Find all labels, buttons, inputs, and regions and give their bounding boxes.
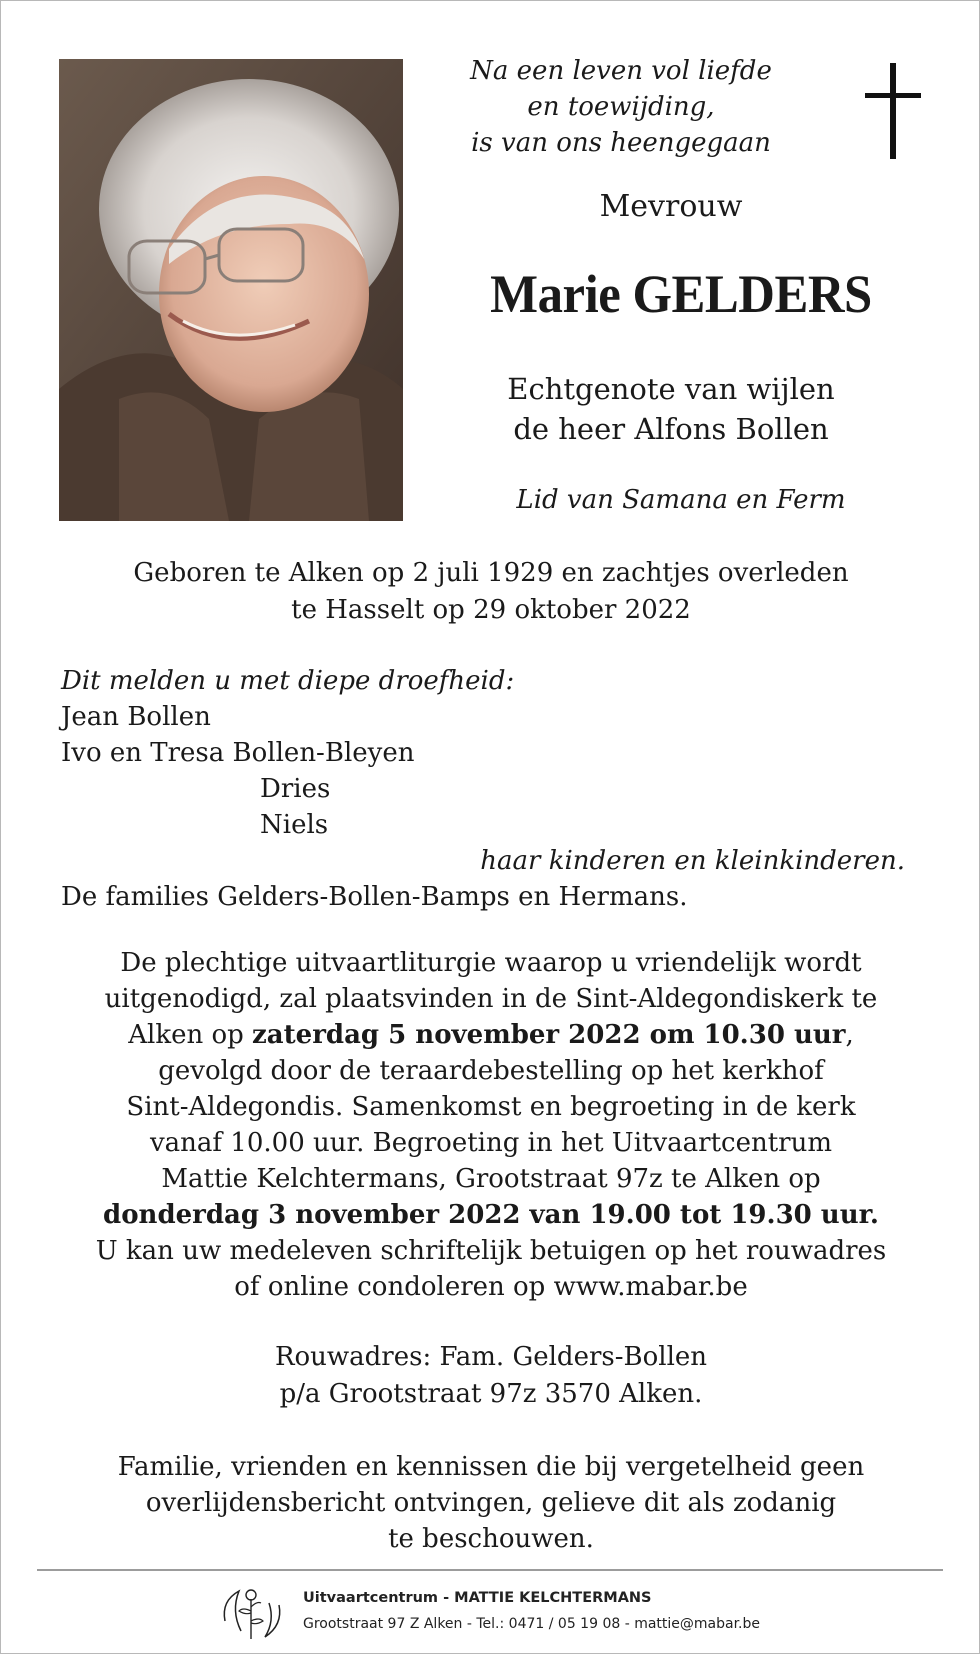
closing-line: Familie, vrienden en kennissen die bij vergetelheid geen — [117, 1452, 865, 1482]
funeral-info — [41, 945, 941, 1305]
birth-death-line: te Hasselt op 29 oktober 2022 — [291, 595, 691, 625]
funeral-text: , — [845, 1020, 854, 1050]
closing-line: te beschouwen. — [388, 1524, 594, 1554]
footer-company: Uitvaartcentrum - MATTIE KELCHTERMANS — [303, 1590, 652, 1606]
funeral-line: U kan uw medeleven schriftelijk betuigen op het rouwadres — [95, 1236, 887, 1266]
funeral-line: of online condoleren op www.mabar.be — [234, 1272, 748, 1302]
spouse-line: Echtgenote van wijlen — [507, 372, 835, 406]
footer-divider — [37, 1569, 943, 1571]
footer — [303, 1585, 943, 1637]
closing-line: overlijdensbericht ontvingen, gelieve dit als zodanig — [145, 1488, 837, 1518]
intro-line: is van ons heengegaan — [471, 128, 771, 158]
funeral-line: uitgenodigd, zal plaatsvinden in de Sint-Aldegondiskerk te — [104, 984, 878, 1014]
intro-text — [441, 53, 801, 161]
announcement — [61, 663, 941, 915]
birth-death-line: Geboren te Alken op 2 juli 1929 en zachtjes overleden — [133, 558, 849, 588]
flower-logo-icon — [217, 1581, 287, 1645]
mourning-address — [41, 1339, 941, 1413]
portrait-photo — [59, 59, 403, 521]
honorific: Mevrouw — [599, 189, 743, 224]
birth-death-info — [41, 555, 941, 629]
funeral-line: Mattie Kelchtermans, Grootstraat 97z te Alken op — [161, 1164, 821, 1194]
funeral-text: Alken op — [128, 1020, 253, 1050]
families-line: De families Gelders-Bollen-Bamps en Hermans. — [61, 882, 688, 912]
address-line: p/a Grootstraat 97z 3570 Alken. — [279, 1379, 703, 1409]
child-name: Jean Bollen — [61, 702, 211, 732]
address-line: Rouwadres: Fam. Gelders-Bollen — [274, 1342, 708, 1372]
funeral-line — [41, 1017, 941, 1053]
membership-note: Lid van Samana en Ferm — [516, 485, 846, 515]
grandchild-name: Niels — [260, 810, 329, 840]
deceased-name: Marie GELDERS — [490, 264, 872, 324]
child-name: Ivo en Tresa Bollen-Bleyen — [61, 738, 415, 768]
visitation-date: donderdag 3 november 2022 van 19.00 tot 19.30 uur. — [103, 1200, 879, 1230]
spouse-line: de heer Alfons Bollen — [513, 412, 829, 446]
announcement-heading: Dit melden u met diepe droefheid: — [61, 666, 515, 696]
funeral-line: De plechtige uitvaartliturgie waarop u vriendelijk wordt — [120, 948, 862, 978]
funeral-line: vanaf 10.00 uur. Begroeting in het Uitvaartcentrum — [149, 1128, 833, 1158]
intro-line: en toewijding, — [527, 92, 715, 122]
spouse-info — [451, 369, 891, 449]
funeral-line: Sint-Aldegondis. Samenkomst en begroeting in de kerk — [126, 1092, 856, 1122]
cross-icon — [865, 63, 921, 159]
funeral-date: zaterdag 5 november 2022 om 10.30 uur — [252, 1020, 846, 1050]
grandchild-name: Dries — [260, 774, 331, 804]
footer-contact: Grootstraat 97 Z Alken - Tel.: 0471 / 05 19 08 - mattie@mabar.be — [303, 1616, 761, 1632]
relation-note: haar kinderen en kleinkinderen. — [480, 846, 905, 876]
closing-note — [41, 1449, 941, 1557]
portrait-image — [59, 59, 403, 521]
funeral-line — [41, 1197, 941, 1233]
funeral-line: gevolgd door de teraardebestelling op het kerkhof — [158, 1056, 824, 1086]
intro-line: Na een leven vol liefde — [470, 56, 772, 86]
